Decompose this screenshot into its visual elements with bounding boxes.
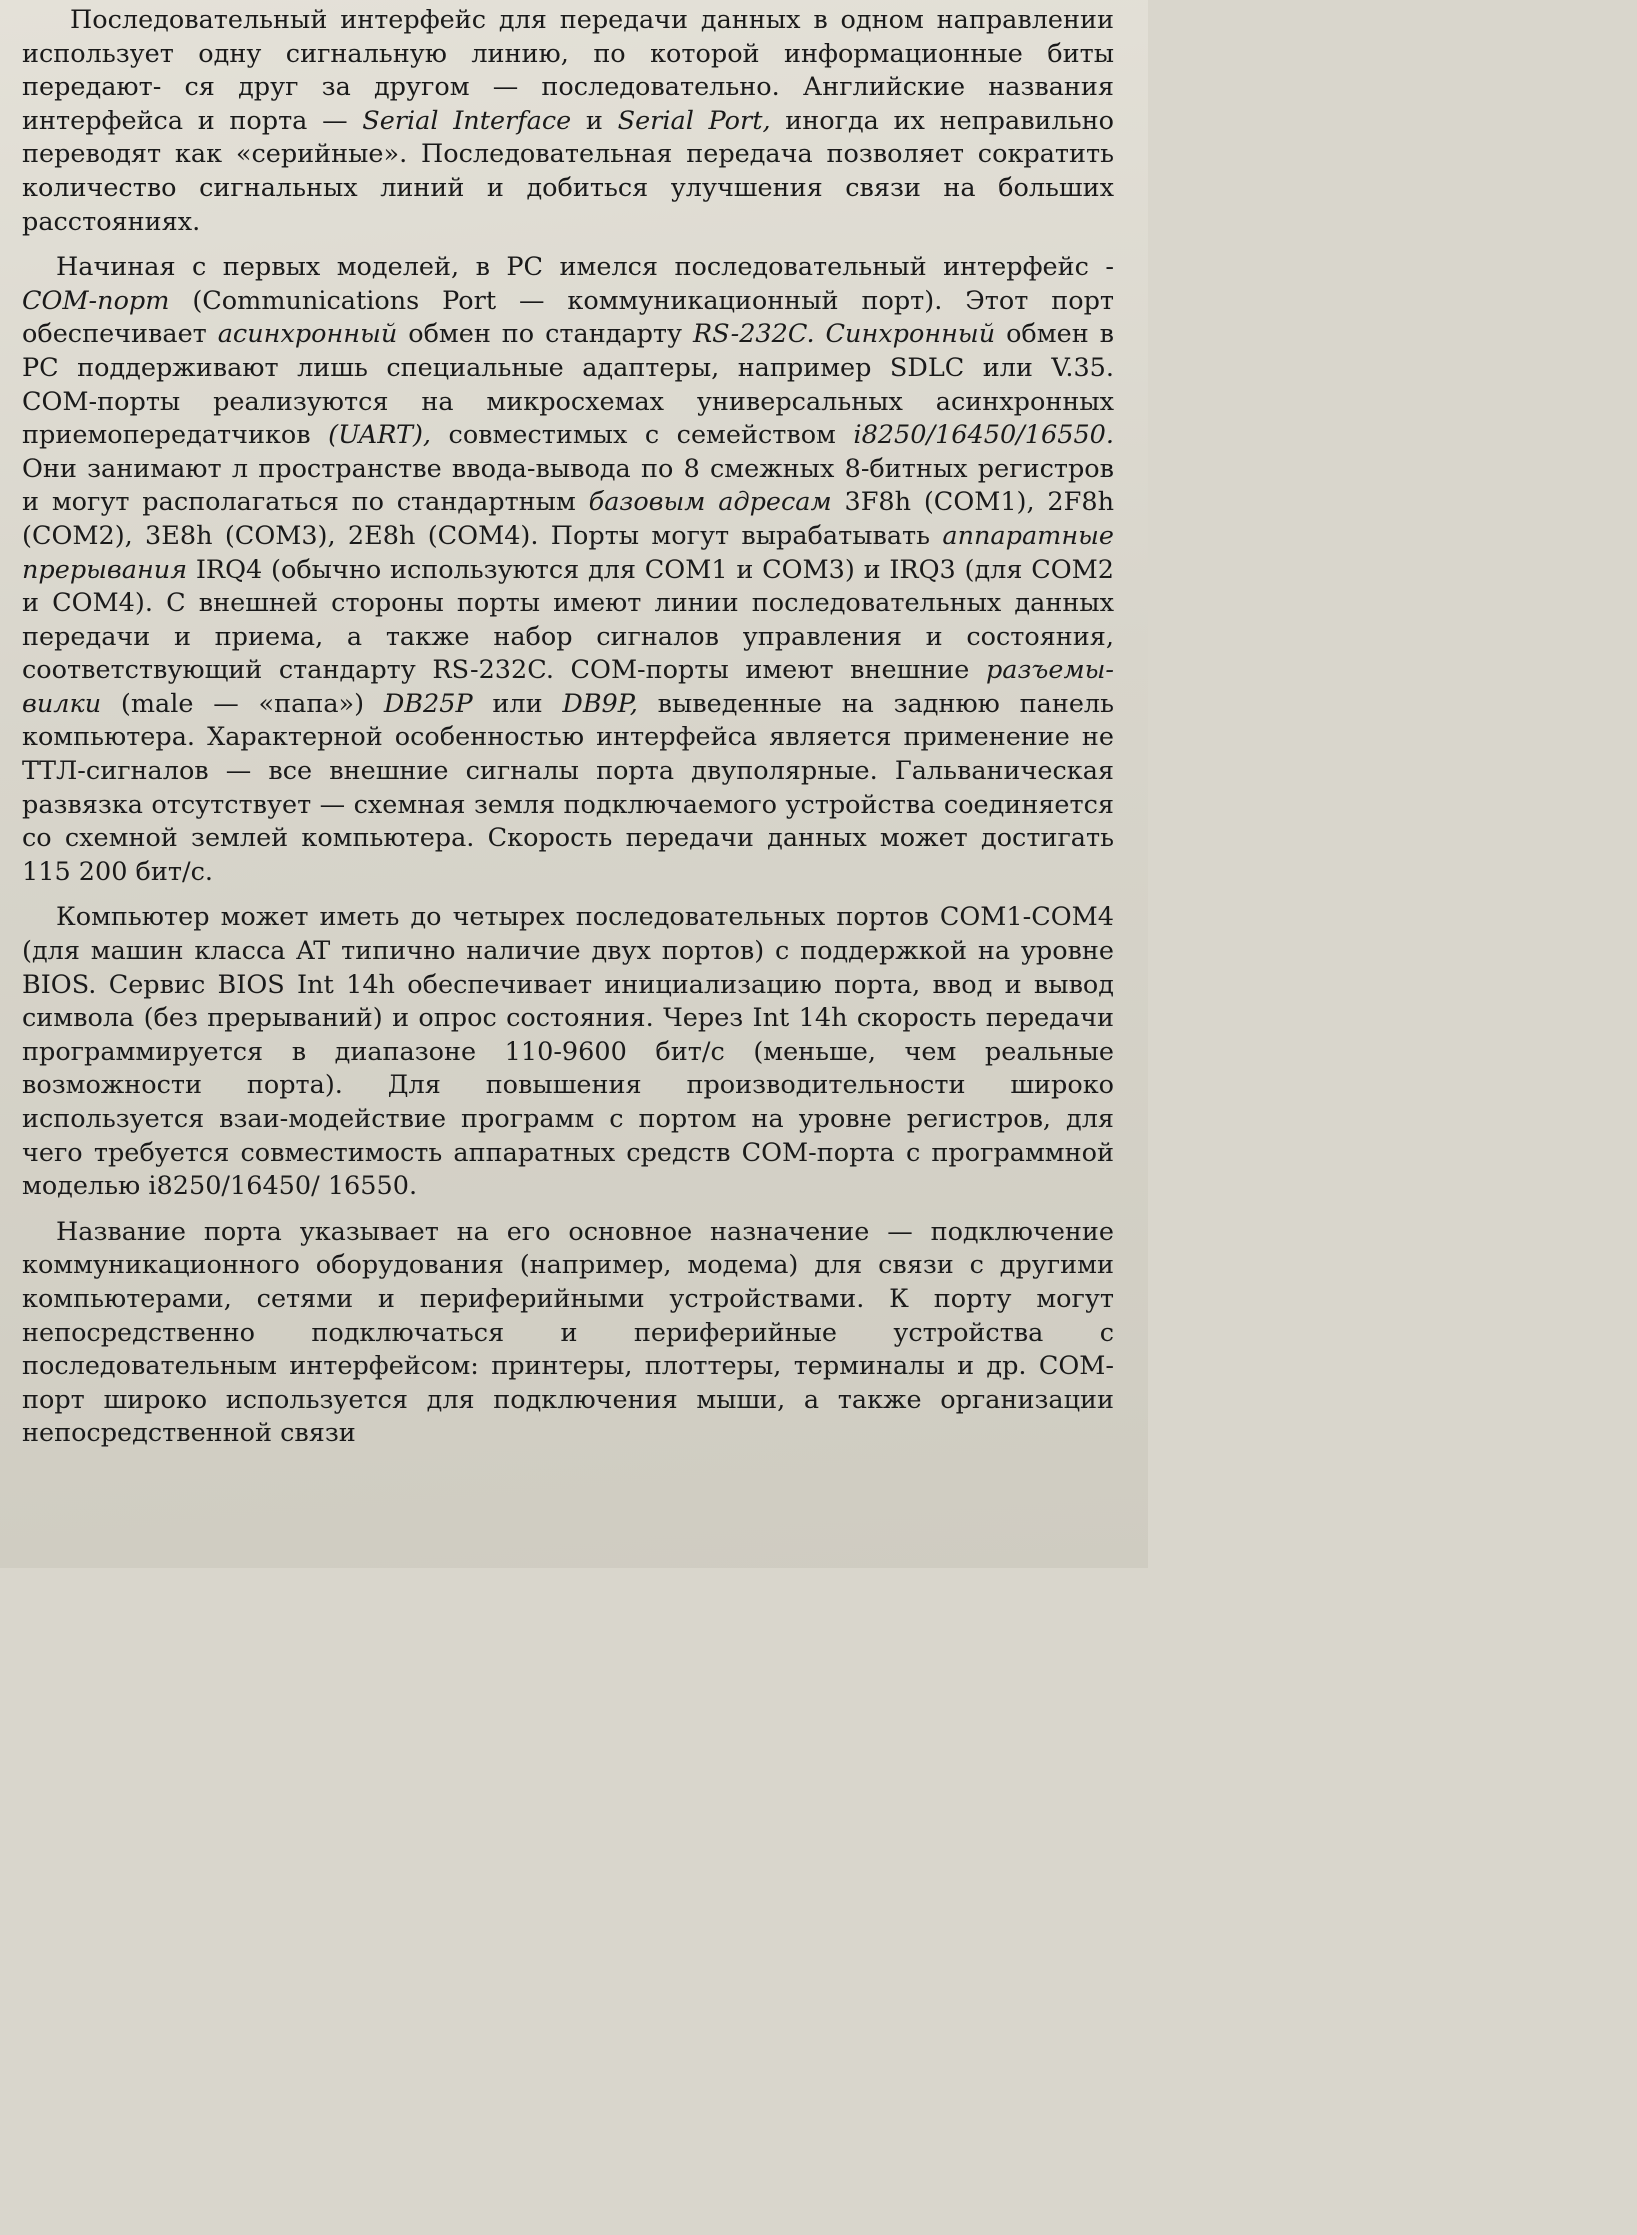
italic-term: DB9P, — [562, 688, 638, 719]
text-run: Название порта указывает на его основное назначение — подключение коммуникационного оборудования (например, модема) для связи с другими компьютерами, сетями и периферийными устройствами. К порту могут непосредственно подключаться и периферийные устройства с последовательным интерфейсом: принтеры, плоттеры, терминалы и др. COM-порт широко используется для подключения мыши, а также организации непосредственной связи — [22, 1216, 1114, 1449]
paragraph-4 — [22, 1216, 1114, 1451]
italic-term: аппаратные прерывания — [22, 520, 1114, 585]
italic-term: COM-порт — [22, 285, 170, 316]
text-run: обмен в PC поддерживают лишь специальные адаптеры, например SDLC или V.35. COM-порты реализуются на микросхемах универсальных асинхронных приемопередатчиков — [22, 319, 1115, 451]
italic-term: (UART), — [328, 420, 432, 451]
text-run: (Communications Port — коммуникационный порт). Этот порт обеспечивает — [22, 285, 1114, 350]
italic-term: Serial Interface — [362, 105, 572, 136]
body-text — [22, 4, 1114, 1451]
italic-term: базовым адресам — [588, 487, 832, 518]
paragraph-2 — [22, 251, 1114, 889]
document-page — [0, 0, 1148, 1568]
italic-term: Синхронный — [825, 319, 996, 350]
text-run: и — [571, 105, 618, 136]
text-run: обмен по стандарту — [397, 319, 693, 350]
text-run: или — [472, 688, 563, 719]
paragraph-3 — [22, 901, 1114, 1203]
italic-term: разъемы-вилки — [22, 655, 1114, 719]
italic-term: Serial Port, — [617, 105, 771, 136]
text-run: иногда их неправильно переводят как «серийные». Последовательная передача позволяет сократить количество сигнальных линий и добиться улучшения связи на больших расстояниях. — [22, 105, 1114, 237]
text-run — [815, 319, 826, 349]
text-run: выведенные на заднюю панель компьютера. Характерной особенностью интерфейса является применение не ТТЛ-сигналов — все внешние сигналы порта двуполярные. Гальваническая развязка отсутствует — схемная земля подключаемого устройства соединяется со схемной землей компьютера. Скорость передачи данных может достигать 115 200 бит/с. — [22, 688, 1114, 887]
italic-term: RS-232C. — [692, 319, 815, 350]
text-run: Они занимают л пространстве ввода-вывода по 8 смежных 8-битных регистров и могут располагаться по стандартным — [22, 453, 1114, 518]
paragraph-1 — [22, 4, 1114, 239]
text-run: совместимых с семейством — [431, 420, 854, 451]
text-run: IRQ4 (обычно используются для COM1 и COM3) и IRQ3 (для COM2 и COM4). С внешней стороны порты имеют линии последовательных данных передачи и приема, а также набор сигналов управления и состояния, соответствующий стандарту RS-232C. COM-порты имеют внешние — [22, 554, 1114, 686]
italic-term: DB25P — [383, 688, 473, 719]
italic-term: асинхронный — [217, 319, 398, 350]
italic-term: i8250/16450/16550. — [853, 420, 1114, 451]
text-run: (male — «папа») — [101, 688, 384, 719]
text-run: 3F8h (COM1), 2F8h (COM2), 3E8h (COM3), 2E8h (COM4). Порты могут вырабатывать — [22, 487, 1115, 551]
text-run: Начиная с первых моделей, в PC имелся последовательный интерфейс - — [56, 252, 1114, 283]
text-run: Компьютер может иметь до четырех последовательных портов COM1-COM4 (для машин класса AT типично наличие двух портов) с поддержкой на уровне BIOS. Сервис BIOS Int 14h обеспечивает инициализацию порта, ввод и вывод символа (без прерываний) и опрос состояния. Через Int 14h скорость передачи программируется в диапазоне 110-9600 бит/с (меньше, чем реальные возможности порта). Для повышения производительности широко используется взаи-модействие программ с портом на уровне регистров, для чего требуется совместимость аппаратных средств COM-порта с программной моделью i8250/16450/ 16550. — [22, 902, 1114, 1202]
text-run: Последовательный интерфейс для передачи данных в одном направлении использует одну сигнальную линию, по которой информационные биты передают- ся друг за другом — последовательно. Английские названия интерфейса и порта — — [22, 5, 1114, 136]
